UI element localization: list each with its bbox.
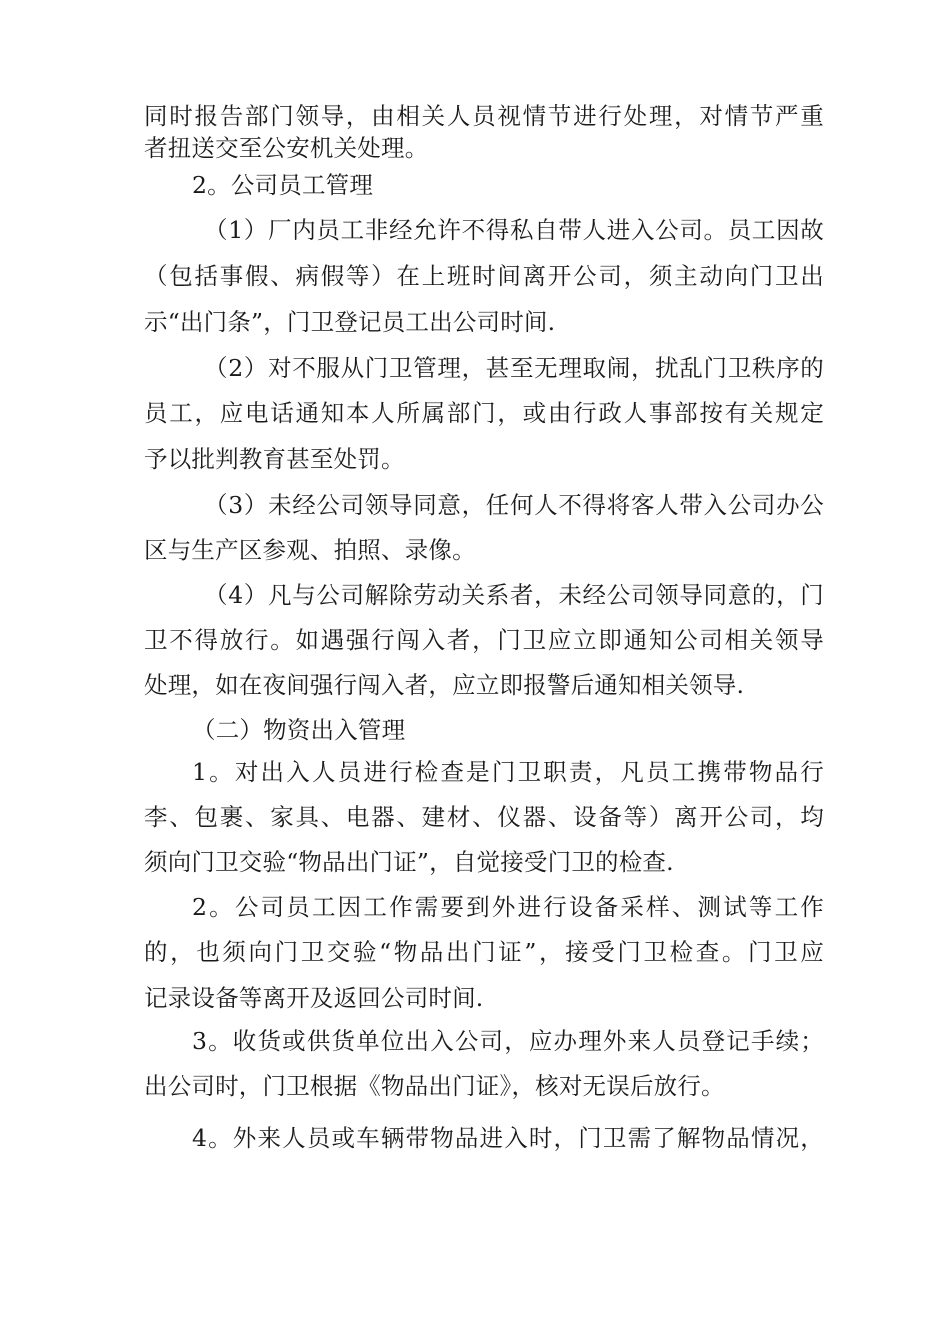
paragraph-first-line: （2）对不服从门卫管理，甚至无理取闹，扰乱门卫秩序的 (204, 354, 824, 382)
text-line: 示“出门条”，门卫登记员工出公司时间. (144, 308, 556, 336)
section-heading: （二）物资出入管理 (192, 716, 406, 744)
text-line: 出公司时，门卫根据《物品出门证》，核对无误后放行。 (144, 1072, 725, 1100)
text-line: 处理，如在夜间强行闯入者，应立即报警后通知相关领导. (144, 671, 745, 699)
paragraph-first-line: 1。对出入人员进行检查是门卫职责，凡员工携带物品行 (192, 758, 824, 786)
text-line: 者扭送交至公安机关处理。 (144, 134, 429, 162)
text-line: 卫不得放行。如遇强行闯入者，门卫应立即通知公司相关领导 (144, 626, 824, 654)
paragraph-first-line: 4。外来人员或车辆带物品进入时，门卫需了解物品情况， (192, 1124, 824, 1152)
text-line: 予以批判教育甚至处罚。 (144, 445, 405, 473)
text-line: 李、包裹、家具、电器、建材、仪器、设备等）离开公司，均 (144, 803, 824, 831)
section-heading: 2。公司员工管理 (192, 171, 374, 199)
text-line: 员工，应电话通知本人所属部门，或由行政人事部按有关规定 (144, 399, 824, 427)
text-line: 区与生产区参观、拍照、录像。 (144, 536, 476, 564)
paragraph-first-line: （1）厂内员工非经允许不得私自带人进入公司。员工因故 (204, 216, 824, 244)
text-line: 的，也须向门卫交验“物品出门证”，接受门卫检查。门卫应 (144, 938, 824, 966)
paragraph-first-line: （4）凡与公司解除劳动关系者，未经公司领导同意的，门 (204, 581, 824, 609)
text-line: 同时报告部门领导，由相关人员视情节进行处理，对情节严重 (144, 102, 824, 130)
text-line: （包括事假、病假等）在上班时间离开公司，须主动向门卫出 (144, 262, 824, 290)
text-line: 须向门卫交验“物品出门证”，自觉接受门卫的检查. (144, 848, 674, 876)
paragraph-first-line: 3。收货或供货单位出入公司，应办理外来人员登记手续； (192, 1027, 824, 1055)
paragraph-first-line: 2。公司员工因工作需要到外进行设备采样、测试等工作 (192, 893, 824, 921)
paragraph-first-line: （3）未经公司领导同意，任何人不得将客人带入公司办公 (204, 491, 824, 519)
text-line: 记录设备等离开及返回公司时间. (144, 984, 484, 1012)
